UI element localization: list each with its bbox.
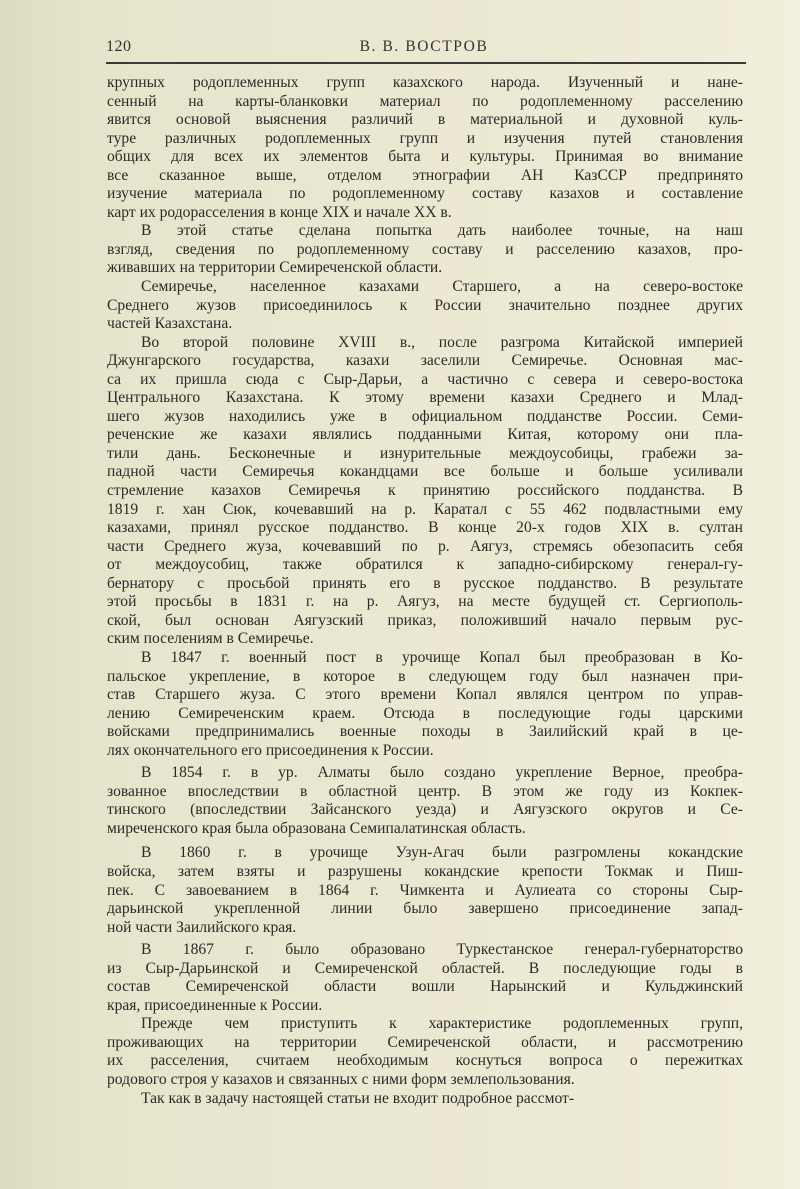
text-line: пек. С завоеванием в 1864 г. Чимкента и Аулиеата со стороны Сыр- <box>107 881 743 899</box>
text-line: Прежде чем приступить к характеристике родоплеменных групп, <box>141 1015 743 1033</box>
text-line: миреченского края была образована Семипалатинская область. <box>107 819 526 837</box>
paragraph <box>107 1015 743 1089</box>
text-line: бернатору с просьбой принять его в русское подданство. В результате <box>107 574 743 592</box>
paragraph <box>107 278 743 334</box>
text-line: 1819 г. хан Сюк, кочевавший на р. Каратал с 55 462 подвластными ему <box>107 500 743 518</box>
text-line: стремление казахов Семиречья к принятию российского подданства. В <box>107 482 743 500</box>
header-rule <box>106 62 746 64</box>
text-line: тинского (впоследствии Зайсанского уезда) и Аягузского округов и Се- <box>107 801 743 819</box>
text-line: пальское укрепление, в которое в следующем году был назначен при- <box>107 667 743 685</box>
paragraph <box>107 941 743 1015</box>
paragraph <box>107 1090 743 1109</box>
text-line: ской, был основан Аягузский приказ, положивший начало первым рус- <box>107 611 743 629</box>
text-line: Среднего жузов присоединилось к России значительно позднее других <box>107 296 743 314</box>
text-line: В 1847 г. военный пост в урочище Копал был преобразован в Ко- <box>141 648 743 666</box>
text-line: карт их родорасселения в конце XIX и начале XX в. <box>107 203 452 221</box>
page-number: 120 <box>106 38 132 55</box>
text-line: тили дань. Бесконечные и изнурительные междоусобицы, грабежи за- <box>107 444 743 462</box>
text-line: Центрального Казахстана. К этому времени казахи Среднего и Млад- <box>107 389 743 407</box>
running-head <box>106 38 742 58</box>
paragraph <box>107 334 743 649</box>
text-line: Семиречье, населенное казахами Старшего, а на северо-востоке <box>141 278 743 296</box>
text-line: взгляд, сведения по родоплеменному составу и расселению казахов, про- <box>107 240 743 258</box>
running-head-author: В. В. ВОСТРОВ <box>359 38 489 55</box>
text-line: проживающих на территории Семиреченской области, и рассмотрению <box>107 1033 743 1051</box>
text-line: явится основой выяснения различий в материальной и духовной куль- <box>107 111 743 129</box>
text-line: реченские же казахи являлись подданными Китая, которому они пла- <box>107 426 743 444</box>
text-line: Джунгарского государства, казахи заселили Семиречье. Основная мас- <box>107 352 743 370</box>
text-line: из Сыр-Дарьинской и Семиреченской областей. В последующие годы в <box>107 959 743 977</box>
text-line: лях окончательного его присоединения к России. <box>107 741 434 759</box>
text-line: сенный на карты-бланковки материал по родоплеменному расселению <box>107 92 743 110</box>
text-line: В 1854 г. в ур. Алматы было создано укрепление Верное, преобра- <box>141 764 743 782</box>
text-line: войсками предпринимались военные походы в Заилийский край в це- <box>107 723 743 741</box>
text-line: края, присоединенные к России. <box>107 996 323 1014</box>
text-line: казахами, принял русское подданство. В конце 20-х годов XIX в. султан <box>107 519 743 537</box>
text-line: живавших на территории Семиреченской области. <box>107 259 443 277</box>
text-line: ной части Заилийского края. <box>107 918 297 936</box>
text-line: войска, затем взяты и разрушены кокандские крепости Токмак и Пиш- <box>107 862 743 880</box>
text-line: состав Семиреченской области вошли Нарынский и Кульджинский <box>107 978 743 996</box>
text-line: В 1867 г. было образовано Туркестанское генерал-губернаторство <box>141 941 743 959</box>
text-line: туре различных родоплеменных групп и изучения путей становления <box>107 129 743 147</box>
paragraph <box>107 649 743 760</box>
text-line: этой просьбы в 1831 г. на р. Аягуз, на месте будущей ст. Сергиополь- <box>107 593 743 611</box>
text-line: все сказанное выше, отделом этнографии АН КазССР предпринято <box>107 166 743 184</box>
text-line: изучение материала по родоплеменному составу казахов и составление <box>107 185 743 203</box>
text-line: са их пришла сюда с Сыр-Дарьи, а частично с севера и северо-востока <box>107 370 743 388</box>
text-line: ским поселениям в Семиречье. <box>107 630 314 648</box>
text-line: Так как в задачу настоящей статьи не входит подробное рассмот- <box>141 1089 575 1107</box>
text-line: падной части Семиречья кокандцами все больше и больше усиливали <box>107 463 743 481</box>
text-line: от междоусобиц, также обратился к западно-сибирскому генерал-гу- <box>107 556 743 574</box>
text-line: их расселения, считаем необходимым коснуться вопроса о пережитках <box>107 1052 743 1070</box>
text-line: зованное впоследствии в областной центр. В этом же году из Кокпек- <box>107 782 743 800</box>
text-line: части Среднего жуза, кочевавший по р. Аягуз, стремясь обезопасить себя <box>107 537 743 555</box>
text-line: крупных родоплеменных групп казахского народа. Изученный и нане- <box>107 74 743 91</box>
paragraph <box>107 222 743 278</box>
text-line: шего жузов находились уже в официальном подданстве России. Семи- <box>107 407 743 425</box>
paragraph <box>107 74 743 222</box>
text-line: В этой статье сделана попытка дать наиболее точные, на наш <box>141 222 743 240</box>
text-line: став Старшего жуза. С этого времени Копал являлся центром по управ- <box>107 686 743 704</box>
paragraph <box>107 844 743 937</box>
text-line: лению Семиреченским краем. Отсюда в последующие годы царскими <box>107 704 743 722</box>
text-line: родового строя у казахов и связанных с ними форм землепользования. <box>107 1070 575 1088</box>
text-line: В 1860 г. в урочище Узун-Агач были разгромлены кокандские <box>141 844 743 862</box>
text-line: общих для всех их элементов быта и культуры. Принимая во внимание <box>107 148 743 166</box>
text-line: Во второй половине XVIII в., после разгрома Китайской империей <box>141 333 743 351</box>
paragraph <box>107 764 743 838</box>
text-line: частей Казахстана. <box>107 315 233 333</box>
body-text <box>107 74 743 1108</box>
text-line: дарьинской укрепленной линии было завершено присоединение запад- <box>107 900 743 918</box>
